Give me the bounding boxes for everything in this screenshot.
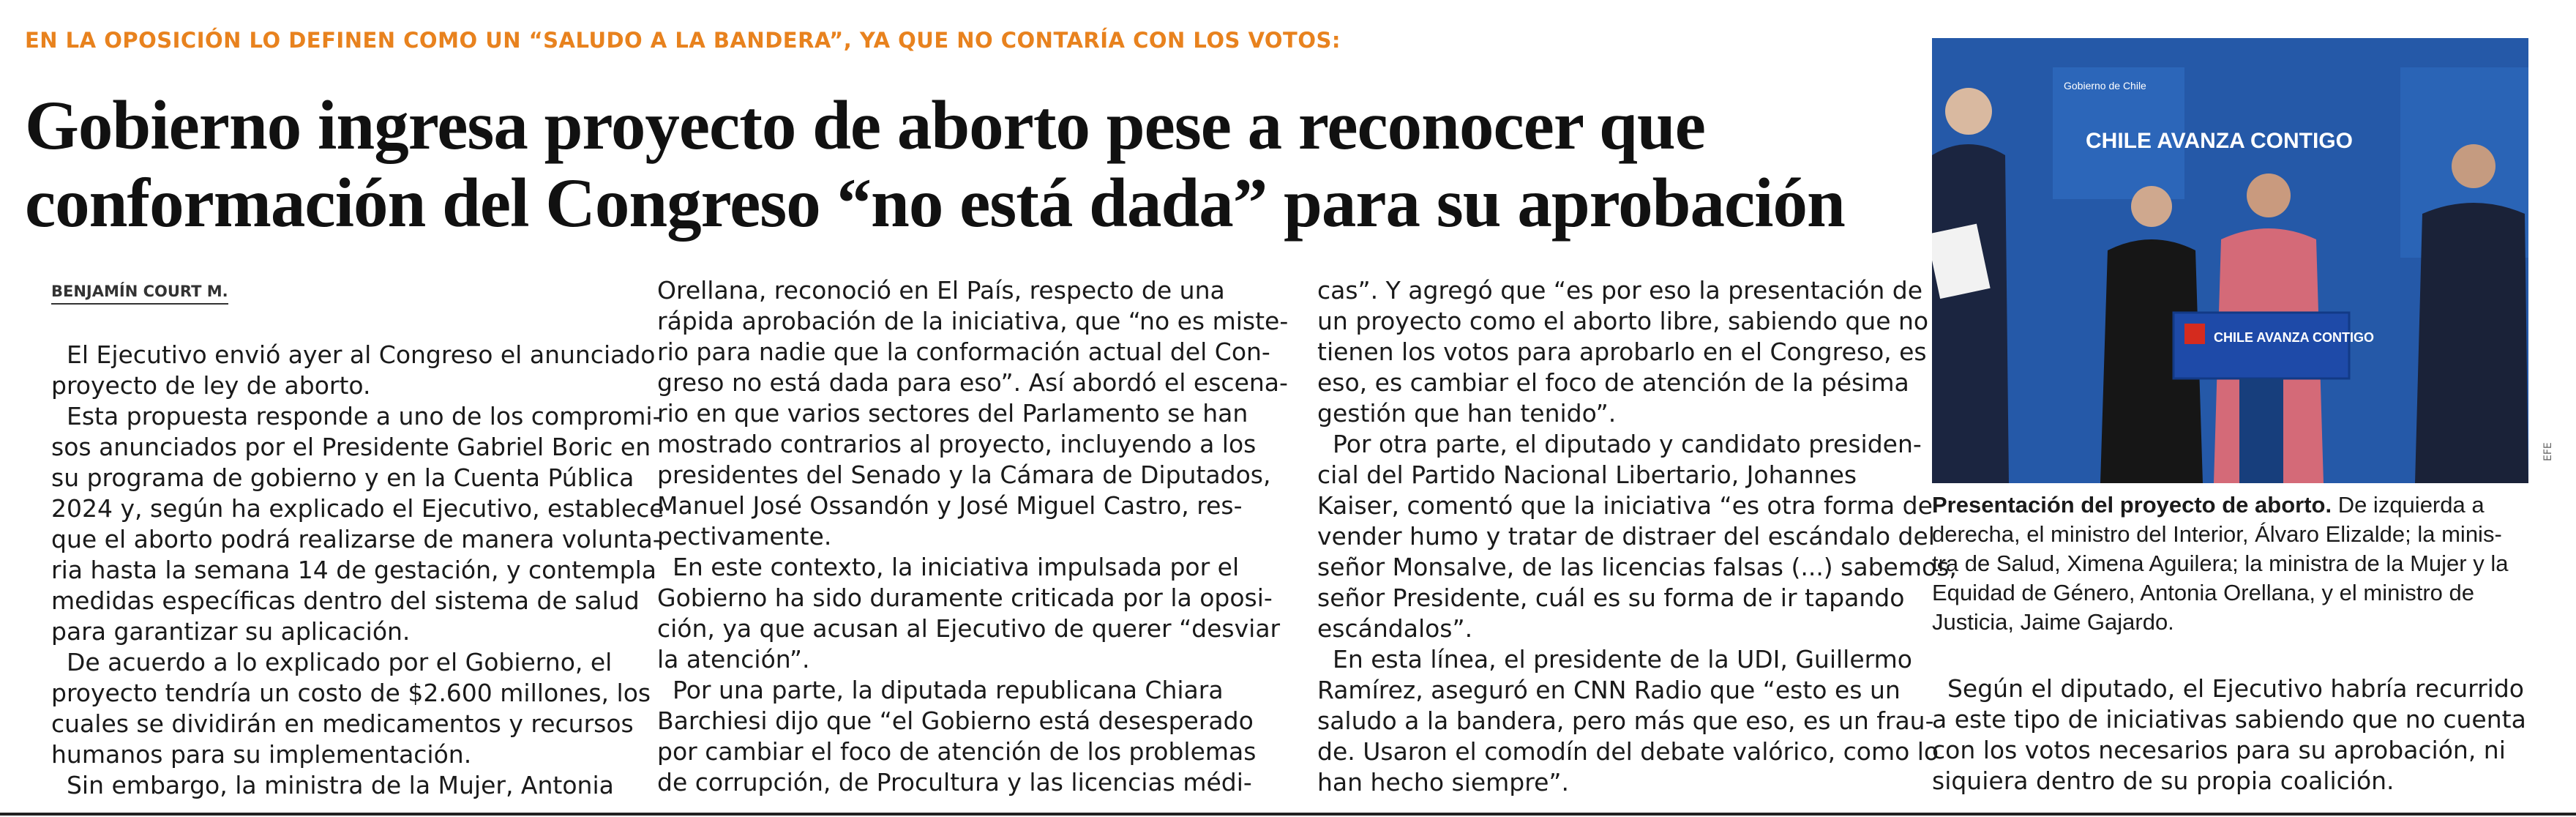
caption-line: Equidad de Género, Antonia Orellana, y el ministro de <box>1932 580 2475 605</box>
bottom-rule <box>0 813 2576 816</box>
text-line: En este contexto, la iniciativa impulsada por el <box>657 553 1240 581</box>
text-line: proyecto tendría un costo de $2.600 millones, los <box>51 679 651 707</box>
backdrop-slogan: CHILE AVANZA CONTIGO <box>2086 129 2353 153</box>
text-line: siquiera dentro de su propia coalición. <box>1932 766 2395 795</box>
text-line: cuales se dividirán en medicamentos y recursos <box>51 709 634 738</box>
photo-caption <box>1932 490 2532 637</box>
caption-text: De izquierda a <box>2332 492 2485 518</box>
text-line: En esta línea, el presidente de la UDI, Guillermo <box>1317 645 1912 674</box>
text-line: medidas específicas dentro del sistema de salud <box>51 586 640 615</box>
kicker: EN LA OPOSICIÓN LO DEFINEN COMO UN “SALUDO A LA BANDERA”, YA QUE NO CONTARÍA CON LOS VOTOS: <box>25 28 1341 53</box>
article-column-4 <box>1932 674 2532 797</box>
text-line: Esta propuesta responde a uno de los compromi- <box>51 402 662 430</box>
photo-credit: EFE <box>2542 442 2554 461</box>
text-line: la atención”. <box>657 645 810 674</box>
caption-line <box>1932 490 2532 520</box>
headline-line-2: conformación del Congreso “no está dada” para su aprobación <box>25 164 1845 242</box>
text-line: 2024 y, según ha explicado el Ejecutivo, establece <box>51 494 664 523</box>
text-line: Orellana, reconoció en El País, respecto de una <box>657 276 1225 305</box>
text-line: su programa de gobierno y en la Cuenta Pública <box>51 463 634 492</box>
text-line: señor Monsalve, de las licencias falsas (...) sabemos, <box>1317 553 1957 581</box>
text-line: vender humo y tratar de distraer del escándalo del <box>1317 522 1935 551</box>
government-logo-text: Gobierno de Chile <box>2064 80 2146 92</box>
text-line: tienen los votos para aprobarlo en el Congreso, es <box>1317 337 1927 366</box>
article-column-3 <box>1317 275 1957 798</box>
text-line: de. Usaron el comodín del debate valórico, como lo <box>1317 737 1939 766</box>
text-line: presidentes del Senado y la Cámara de Diputados, <box>657 460 1271 489</box>
text-line: Por una parte, la diputada republicana Chiara <box>657 676 1224 704</box>
byline: BENJAMÍN COURT M. <box>51 283 228 305</box>
text-line: rio para nadie que la conformación actual del Con- <box>657 337 1270 366</box>
text-line: sos anunciados por el Presidente Gabriel Boric en <box>51 433 651 461</box>
text-line: Según el diputado, el Ejecutivo habría recurrido <box>1932 674 2524 703</box>
news-photo <box>1932 38 2528 483</box>
text-line: Sin embargo, la ministra de la Mujer, Antonia <box>51 771 614 799</box>
article-column-1 <box>51 340 664 801</box>
text-line: pectivamente. <box>657 522 832 551</box>
text-line: ria hasta la semana 14 de gestación, y contempla <box>51 556 657 584</box>
text-line: gestión que han tenido”. <box>1317 399 1617 428</box>
text-line: eso, es cambiar el foco de atención de la pésima <box>1317 368 1909 397</box>
text-line: Ramírez, aseguró en CNN Radio que “esto es un <box>1317 676 1901 704</box>
text-line: humanos para su implementación. <box>51 740 472 769</box>
text-line: mostrado contrarios al proyecto, incluyendo a los <box>657 430 1257 458</box>
text-line: rápida aprobación de la iniciativa, que “no es miste- <box>657 307 1289 335</box>
photo-illustration <box>1932 38 2528 483</box>
text-line: cas”. Y agregó que “es por eso la presentación de <box>1317 276 1923 305</box>
text-line: De acuerdo a lo explicado por el Gobierno, el <box>51 648 613 676</box>
text-line: Kaiser, comentó que la iniciativa “es otra forma de <box>1317 491 1933 520</box>
caption-line: Justicia, Jaime Gajardo. <box>1932 609 2174 635</box>
article-column-2 <box>657 275 1289 798</box>
text-line: greso no está dada para eso”. Así abordó el escena- <box>657 368 1288 397</box>
text-line: Gobierno ha sido duramente criticada por la oposi- <box>657 583 1273 612</box>
text-line: ción, ya que acusan al Ejecutivo de querer “desviar <box>657 614 1281 643</box>
text-line: señor Presidente, cuál es su forma de ir tapando <box>1317 583 1905 612</box>
text-line: de corrupción, de Procultura y las licencias médi- <box>657 768 1252 797</box>
text-line: con los votos necesarios para su aprobación, ni <box>1932 736 2506 764</box>
headline-line-1: Gobierno ingresa proyecto de aborto pese a reconocer que <box>25 86 1705 164</box>
text-line: escándalos”. <box>1317 614 1473 643</box>
text-line: rio en que varios sectores del Parlamento se han <box>657 399 1248 428</box>
text-line: Por otra parte, el diputado y candidato presiden- <box>1317 430 1922 458</box>
text-line: que el aborto podrá realizarse de manera volunta- <box>51 525 662 553</box>
caption-title: Presentación del proyecto de aborto. <box>1932 492 2332 518</box>
caption-line: derecha, el ministro del Interior, Álvaro Elizalde; la minis- <box>1932 521 2502 547</box>
text-line: proyecto de ley de aborto. <box>51 371 371 400</box>
text-line: han hecho siempre”. <box>1317 768 1569 797</box>
headline <box>25 86 1898 242</box>
text-line: por cambiar el foco de atención de los problemas <box>657 737 1257 766</box>
text-line: a este tipo de iniciativas sabiendo que no cuenta <box>1932 705 2526 734</box>
text-line: El Ejecutivo envió ayer al Congreso el anunciado <box>51 340 656 369</box>
text-line: cial del Partido Nacional Libertario, Johannes <box>1317 460 1857 489</box>
text-line: Manuel José Ossandón y José Miguel Castro, res- <box>657 491 1243 520</box>
podium-slogan: CHILE AVANZA CONTIGO <box>2214 330 2374 345</box>
text-line: para garantizar su aplicación. <box>51 617 411 646</box>
text-line: un proyecto como el aborto libre, sabiendo que no <box>1317 307 1929 335</box>
text-line: saludo a la bandera, pero más que eso, es un frau- <box>1317 706 1934 735</box>
caption-line: tra de Salud, Ximena Aguilera; la ministra de la Mujer y la <box>1932 551 2509 576</box>
text-line: Barchiesi dijo que “el Gobierno está desesperado <box>657 706 1254 735</box>
